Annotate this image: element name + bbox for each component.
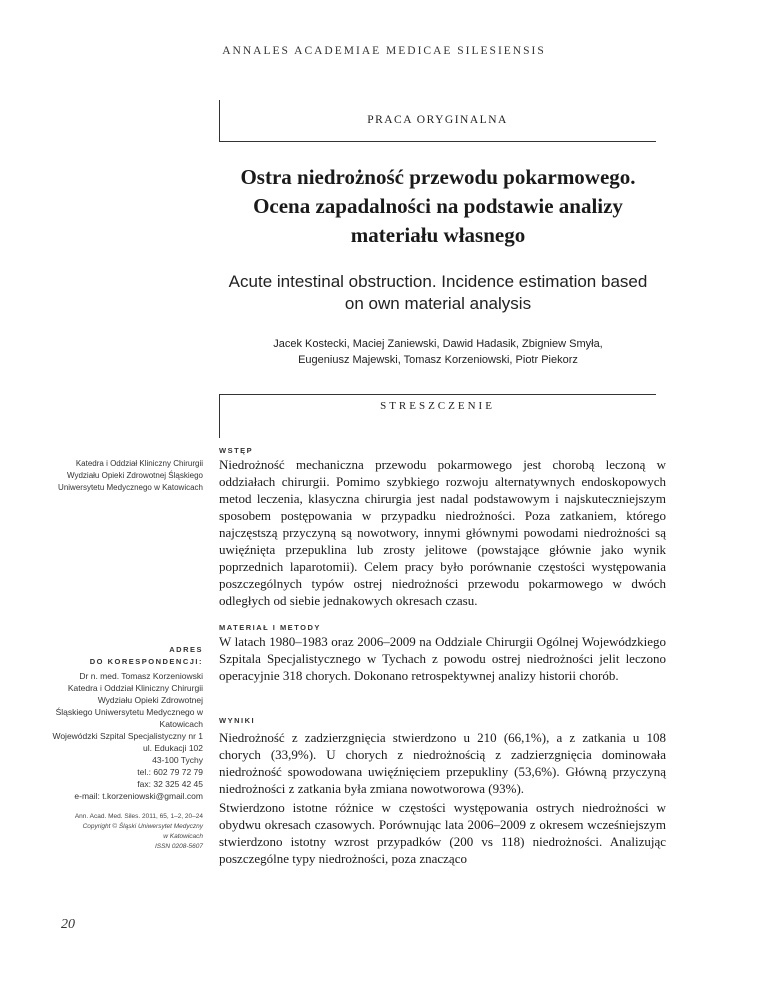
correspondence-heading-line: DO KORESPONDENCJI: (89, 657, 203, 666)
address-line: Wydziału Opieki Zdrowotnej (97, 695, 203, 705)
affiliation-line: Katedra i Oddział Kliniczny Chirurgii (75, 459, 203, 468)
title-polish-line: Ocena zapadalności na podstawie analizy (253, 194, 623, 218)
title-polish-line: materiału własnego (350, 223, 526, 247)
title-english-line: Acute intestinal obstruction. Incidence estimation based (228, 272, 648, 291)
authors (178, 336, 698, 368)
address-line: Katedra i Oddział Kliniczny Chirurgii (67, 683, 203, 693)
citation: Ann. Acad. Med. Siles. 2011, 65, 1–2, 20–24 (74, 813, 203, 820)
email-link[interactable]: e-mail: t.korzeniowski@gmail.com (74, 791, 203, 801)
address-line: Dr n. med. Tomasz Korzeniowski (79, 671, 203, 681)
page-number: 20 (61, 917, 75, 932)
section-label-methods: MATERIAŁ I METODY (219, 623, 321, 632)
abstract-top-rule (219, 394, 656, 395)
citation-block (23, 812, 203, 852)
section-label-results: WYNIKI (219, 716, 256, 725)
address-line: Wojewódzki Szpital Specjalistyczny nr 1 (52, 731, 203, 741)
issn: ISSN 0208-5607 (154, 843, 203, 850)
address-line: ul. Edukacji 102 (142, 743, 203, 753)
address-line: Katowicach (159, 719, 203, 729)
title-english-line: on own material analysis (344, 294, 532, 313)
address-line: 43-100 Tychy (152, 755, 203, 765)
correspondence-heading-line: ADRES (169, 645, 203, 654)
abstract-heading: STRESZCZENIE (380, 400, 495, 412)
authors-line: Jacek Kostecki, Maciej Zaniewski, Dawid Hadasik, Zbigniew Smyła, (273, 338, 603, 350)
title-english (178, 271, 698, 315)
journal-name: ANNALES ACADEMIAE MEDICAE SILESIENSIS (222, 45, 546, 57)
section-label-intro: WSTĘP (219, 446, 254, 455)
affiliation (23, 458, 203, 494)
address-line: tel.: 602 79 72 79 (137, 767, 203, 777)
authors-line: Eugeniusz Majewski, Tomasz Korzeniowski, Piotr Piekorz (298, 354, 578, 366)
copyright-line: Copyright © Śląski Uniwersytet Medyczny (82, 823, 203, 830)
type-box-bottom-rule (219, 141, 656, 142)
title-polish (178, 163, 698, 250)
affiliation-line: Wydziału Opieki Zdrowotnej Śląskiego (67, 471, 203, 480)
correspondence-heading (43, 644, 203, 668)
correspondence-address (0, 670, 203, 802)
copyright-line: w Katowicach (163, 833, 203, 840)
section-text-intro: Niedrożność mechaniczna przewodu pokarmowego jest chorobą leczoną w oddziałach chirurgii. Pomimo szybkiego rozwoju alternatywnych endoskopowych metod leczenia, klasyczna chirurgia jest nadal podstawowym i najskuteczniejszym sposobem postępowania w przypadku niedrożności. Poza zatkaniem, którego najczęstszą przyczyną są nowotwory, innymi głównymi powodami niedrożności są uwięźnięta przepuklina lub zrosty jelitowe (powstające głównie jako wynik poprzednich laparotomii). Celem pracy było porównanie częstości występowania poszczególnych typów ostrej niedrożności przewodu pokarmowego w dwóch odległych od siebie jednakowych okresach czasu. (219, 457, 666, 608)
section-text-results: Niedrożność z zadzierzgnięcia stwierdzono u 210 (66,1%), a z zatkania u 108 chorych (33,9%). U chorych z niedrożnością z zadzierzgnięcia dominowała niedrożność spowodowana uwięźnięciem przepukliny (53,6%). Główną przyczyną niedrożności z zatkania była zmiana nowotworowa (93%). (219, 730, 666, 796)
article-type: PRACA ORYGINALNA (367, 114, 508, 126)
section-text-results-continued: Stwierdzono istotne różnice w częstości występowania ostrych niedrożności w obydwu okresach czasowych. Porównując lata 2006–2009 z okresem wcześniejszym stwierdzono istotny wzrost przypadków (200 vs 118) niedrożności. Analizując poszczególne typy niedrożności, poza znacząco (219, 800, 666, 866)
title-polish-line: Ostra niedrożność przewodu pokarmowego. (240, 165, 636, 189)
address-line: Śląskiego Uniwersytetu Medycznego w (55, 707, 203, 717)
affiliation-line: Uniwersytetu Medycznego w Katowicach (58, 483, 203, 492)
section-text-methods: W latach 1980–1983 oraz 2006–2009 na Oddziale Chirurgii Ogólnej Wojewódzkiego Szpitala Specjalistycznego w Tychach z powodu ostrej niedrożności jelit leczono operacyjnie 318 chorych. Dokonano retrospektywnej analizy historii chorób. (219, 634, 666, 683)
address-line: fax: 32 325 42 45 (137, 779, 203, 789)
